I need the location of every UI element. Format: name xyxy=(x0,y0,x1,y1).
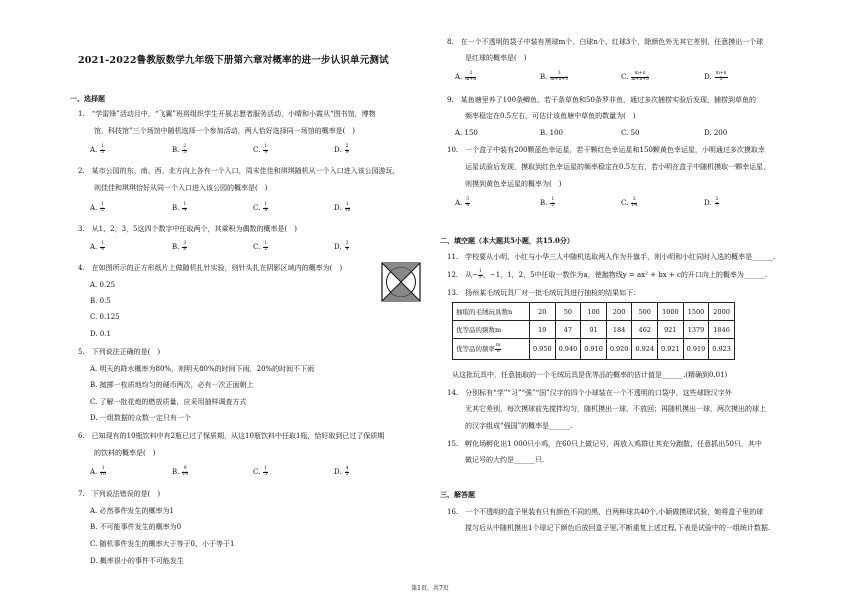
fraction xyxy=(263,242,268,252)
question-12-rest: ，−1，1，2，5中任取一数作为a，使抛物线y = ax² + bx + c的开口向上的概率为______. xyxy=(482,271,768,279)
option-label: B. xyxy=(172,243,180,251)
question-4-option-d: D. 0.1 xyxy=(90,330,111,338)
q10-option-c xyxy=(621,198,637,208)
table-cell: 0.924 xyxy=(632,339,658,360)
question-6-line1: 6. 已知现有的10瓶饮料中有2瓶已过了保质期，从这10瓶饮料中任取1瓶，恰好取到已过了保质期 xyxy=(78,432,385,440)
option-label: A. xyxy=(90,468,98,476)
fraction-numerator: 2 xyxy=(345,144,349,149)
fraction-numerator: 4 xyxy=(345,466,349,471)
q8-option-b xyxy=(540,72,568,82)
table-cell: 184 xyxy=(606,321,632,339)
option-label: A. xyxy=(455,199,463,207)
fraction xyxy=(345,242,350,252)
question-9-option-d: D. 200 xyxy=(704,129,728,137)
table-row xyxy=(453,321,735,339)
fraction-numerator: 1 xyxy=(101,144,105,149)
table-cell: 0.940 xyxy=(555,339,581,360)
fraction xyxy=(263,145,268,155)
question-14-line3: 的汉字组成“强国”的概率是______. xyxy=(465,422,573,430)
fraction-denominator: 3 xyxy=(183,149,187,155)
question-9-option-a: A. 150 xyxy=(455,129,478,137)
option-label: C. xyxy=(253,243,261,251)
question-7-option-c: C. 随机事件发生的概率大于等于0、小于等于1 xyxy=(90,540,235,548)
question-16-line2: 搅匀后从中随机摸出1个球记下颜色后放回盒子里,不断重复上述过程,下表是试验中的一组统计数据. xyxy=(465,524,771,532)
section-heading: 二、填空题（本大题共5小题，共15.0分） xyxy=(440,236,574,245)
question-3-line1: 3. 从1，2，3，5这四个数字中任取两个，其乘积为偶数的概率是( ) xyxy=(78,225,297,233)
table-cell: 0.950 xyxy=(530,339,556,360)
fraction xyxy=(100,203,105,213)
fraction-numerator: 3 xyxy=(632,197,636,202)
option-label: C. xyxy=(253,468,261,476)
fraction-denominator: 4 xyxy=(345,246,349,252)
question-9-line1: 9. 某鱼塘里养了100条鲫鱼、若干条草鱼和50条罗非鱼，通过多次捕捞实验后发现，捕捞到草鱼的 xyxy=(447,96,756,104)
question-4-line1: 4. 在如图所示的正方形纸片上做随机扎针实验，则针头扎在阴影区域内的概率为( ) xyxy=(78,264,343,272)
table-cell: 47 xyxy=(555,321,581,339)
question-8-line2: 是红球的概率是( ) xyxy=(465,54,527,62)
fraction-numerator: m xyxy=(496,343,501,348)
fraction-denominator: 5 xyxy=(345,471,349,477)
fraction-denominator: 9 xyxy=(264,149,268,155)
question-5-line1: 5. 下列说法正确的是( ) xyxy=(78,348,161,356)
fraction-numerator: 1 xyxy=(101,466,105,471)
fraction-numerator: 2 xyxy=(715,197,719,202)
option-label: B. xyxy=(540,73,548,81)
question-8-line1: 8. 在一个不透明的袋子中装有黑球m个、白球n个、红球3个，除颜色外无其它差别，任意摸出一个球 xyxy=(447,38,764,46)
option-label: C. xyxy=(253,204,261,212)
q6-option-a xyxy=(90,467,106,477)
section-heading: 三、解答题 xyxy=(440,490,475,499)
fraction-denominator: 8 xyxy=(264,207,268,213)
question-5-option-c: C. 了解一批花炮的燃放质量，应采用抽样调查方式 xyxy=(90,398,247,406)
q6-option-d xyxy=(334,467,349,477)
fraction-numerator: 3 xyxy=(345,241,349,246)
q1-option-c xyxy=(253,145,268,155)
option-label: C. xyxy=(621,199,629,207)
fraction xyxy=(100,242,105,252)
section-heading: 一、选择题 xyxy=(70,94,105,103)
fraction xyxy=(631,198,637,208)
q1-option-a xyxy=(90,145,105,155)
q1-option-b xyxy=(172,145,187,155)
option-label: A. xyxy=(90,204,98,212)
question-4-option-c: C. 0.125 xyxy=(90,313,120,321)
fraction-numerator: 1 xyxy=(264,241,268,246)
fraction-numerator: 1 xyxy=(183,202,187,207)
question-9-option-c: C. 50 xyxy=(621,129,640,137)
fraction xyxy=(182,242,187,252)
table-cell: 19 xyxy=(530,321,556,339)
fraction-numerator: m+n xyxy=(631,72,649,78)
fraction xyxy=(550,198,555,208)
question-7-option-d: D. 概率很小的事件不可能发生 xyxy=(90,557,184,565)
fraction-denominator: 2 xyxy=(479,274,482,280)
fraction-denominator: n xyxy=(496,348,500,354)
fraction-numerator: 1 xyxy=(264,144,268,149)
question-1-line2: 馆，科技馆”三个场馆中随机选择一个参加活动，两人恰好选择同一场馆的概率是( ) xyxy=(94,127,356,135)
fraction-denominator: 5 xyxy=(264,471,268,477)
table-cell: 1000 xyxy=(658,303,684,321)
q10-option-a xyxy=(455,198,470,208)
option-label: A. xyxy=(455,73,463,81)
table-cell: 462 xyxy=(632,321,658,339)
q2-option-c xyxy=(253,203,268,213)
table-cell: 50 xyxy=(555,303,581,321)
q6-option-b xyxy=(172,467,188,477)
fraction-denominator: 3 xyxy=(719,76,723,82)
row-header-text: 优等品的频率 xyxy=(456,345,495,353)
fraction-numerator: 1 xyxy=(101,202,105,207)
table-cell: 20 xyxy=(530,303,556,321)
fraction-numerator: 1 xyxy=(264,202,268,207)
sampling-table xyxy=(452,302,735,360)
fraction-denominator: 3 xyxy=(101,149,105,155)
table-cell: 100 xyxy=(581,303,607,321)
question-12-prefix: 12. 从− xyxy=(447,271,478,279)
fraction xyxy=(495,344,501,354)
question-15-line2: 做记号的大约是______只. xyxy=(465,456,545,464)
question-14-line2: 无其它差别，每次摸球前先搅拌均匀，随机摸出一球，不放回；再随机摸出一球，两次摸出的球上 xyxy=(465,405,766,413)
q8-option-c xyxy=(621,72,649,82)
fraction-denominator: m+n xyxy=(465,76,477,82)
fraction-denominator: 10 xyxy=(182,471,189,477)
option-label: A. xyxy=(90,243,98,251)
fraction-denominator: 14 xyxy=(631,202,638,208)
fraction xyxy=(100,145,105,155)
question-7-option-b: B. 不可能事件发生的概率为0 xyxy=(90,523,182,531)
fraction-numerator: 3 xyxy=(183,241,187,246)
fraction xyxy=(345,145,350,155)
fraction-denominator: 4 xyxy=(466,202,470,208)
option-label: B. xyxy=(172,146,180,154)
table-row xyxy=(453,303,735,321)
fraction-denominator: m+n+3 xyxy=(631,76,649,82)
q8-option-d xyxy=(704,72,728,82)
question-5-option-a: A. 明天的降水概率为80%，则明天80%的时间下雨，20%的时间不下雨 xyxy=(90,365,315,373)
fraction-denominator: 10 xyxy=(100,471,107,477)
fraction-denominator: m+n+3 xyxy=(550,76,568,82)
question-9-option-b: B. 100 xyxy=(540,129,563,137)
table-cell: 1500 xyxy=(683,303,709,321)
question-7-line1: 7. 下列说法错误的是( ) xyxy=(78,490,161,498)
fraction xyxy=(182,203,187,213)
question-13-line1: 13. 扬州某毛绒玩具厂对一批毛绒玩具进行抽检的结果如下： xyxy=(447,289,641,297)
fraction-numerator: 3 xyxy=(550,72,568,78)
question-12 xyxy=(447,270,767,280)
fraction-denominator: 2 xyxy=(101,207,105,213)
question-14-line1: 14. 分别标有“学”“习”“强”“国”汉字的四个小球装在一个不透明的口袋中，这些球除汉字外 xyxy=(447,389,732,397)
table-cell: 500 xyxy=(632,303,658,321)
q3-option-a xyxy=(90,242,105,252)
fraction-numerator: 1 xyxy=(479,269,482,274)
table-cell: 921 xyxy=(658,321,684,339)
q3-option-c xyxy=(253,242,268,252)
table-cell: 0.919 xyxy=(683,339,709,360)
question-6-line2: 的饮料的概率是( ) xyxy=(94,449,156,457)
q3-option-b xyxy=(172,242,187,252)
table-cell: 0.923 xyxy=(709,339,735,360)
fraction-numerator: 3 xyxy=(466,197,470,202)
fraction-denominator: 2 xyxy=(264,246,268,252)
question-7-option-a: A. 必然事件发生的概率为1 xyxy=(90,507,174,515)
option-label: B. xyxy=(540,199,548,207)
fraction-denominator: 7 xyxy=(715,202,719,208)
fraction-numerator: 1 xyxy=(264,466,268,471)
q2-option-d xyxy=(334,203,350,213)
question-5-option-b: B. 抛掷一枚质地均匀的硬币两次，必有一次正面朝上 xyxy=(90,381,254,389)
fraction-denominator: 2 xyxy=(551,202,555,208)
option-label: D. xyxy=(334,468,342,476)
question-10-line3: 则摸到黄色幸运星的概率为( ) xyxy=(465,180,562,188)
q10-option-b xyxy=(540,198,555,208)
fraction xyxy=(715,198,720,208)
q8-option-a xyxy=(455,72,476,82)
question-1-line1: 1. “学雷锋”活动月中，“飞翼”班将组织学生开展志愿者服务活动，小晴和小霞从“图书馆，博物 xyxy=(78,110,376,118)
table-cell: 2000 xyxy=(709,303,735,321)
question-10-line2: 运星试验后发现，摸取到红色幸运星的频率稳定在0.5左右，若小明在盒子中随机摸取一颗幸运星， xyxy=(465,163,771,171)
q6-option-c xyxy=(253,467,268,477)
fraction-numerator: 1 xyxy=(101,241,105,246)
fraction-numerator: 1 xyxy=(346,202,349,207)
question-9-line2: 频率稳定在0.5左右，可估计该鱼塘中草鱼的数量为( ) xyxy=(465,112,636,120)
option-label: D. xyxy=(334,204,342,212)
q2-option-b xyxy=(172,203,187,213)
option-label: A. xyxy=(90,146,98,154)
q3-option-d xyxy=(334,242,349,252)
exam-title: 2021-2022鲁教版数学九年级下册第六章对概率的进一步认识单元测试 xyxy=(78,55,389,66)
fraction xyxy=(182,467,188,477)
fraction-denominator: 4 xyxy=(183,207,187,213)
table-row xyxy=(453,339,735,360)
fraction xyxy=(465,198,470,208)
question-13-after: 从这批玩具中，任意抽取的一个毛绒玩具是优等品的概率的估计值是______.(精确到0.01) xyxy=(452,371,728,379)
question-10-line1: 10. 一个盒子中装有200颗蓝色幸运星，若干颗红色幸运星和150颗黄色幸运星，小明通过多次摸取幸 xyxy=(447,146,765,154)
table-cell: 0.921 xyxy=(658,339,684,360)
fraction xyxy=(550,72,568,82)
table-cell: 1379 xyxy=(683,321,709,339)
option-label: B. xyxy=(172,204,180,212)
q10-option-d xyxy=(704,198,719,208)
option-label: D. xyxy=(704,199,712,207)
fraction xyxy=(715,72,728,82)
table-cell: 91 xyxy=(581,321,607,339)
q1-option-d xyxy=(334,145,349,155)
question-5-option-d: D. 一组数据的众数一定只有一个 xyxy=(90,414,191,422)
q2-option-a xyxy=(90,203,105,213)
fraction xyxy=(263,467,268,477)
fraction-numerator: 9 xyxy=(183,466,187,471)
table-cell: 1846 xyxy=(709,321,735,339)
table-row-header xyxy=(453,339,530,360)
table-row-header: 抽取的毛绒玩具数n xyxy=(453,303,530,321)
option-label: D. xyxy=(334,243,342,251)
fraction-numerator: 3 xyxy=(465,72,476,78)
fraction-numerator: m+n xyxy=(715,71,727,76)
option-label: D. xyxy=(704,73,712,81)
table-row-header: 优等品的频数m xyxy=(453,321,530,339)
fraction xyxy=(631,72,649,82)
table-cell: 200 xyxy=(606,303,632,321)
fraction xyxy=(345,467,350,477)
fraction-denominator: 16 xyxy=(344,207,351,213)
table-cell: 0.910 xyxy=(581,339,607,360)
fraction xyxy=(263,203,268,213)
fraction xyxy=(182,145,187,155)
question-15-line1: 15. 孵化场孵化出1 000只小鸡，在60只上做记号，再放入鸡群让其充分跑散，任意抓出50只，其中 xyxy=(447,440,762,448)
fraction-denominator: 4 xyxy=(101,246,105,252)
table-cell: 0.920 xyxy=(606,339,632,360)
question-2-line2: 则佳佳和琪琪恰好从同一个入口进入该公园的概率是( ) xyxy=(94,184,268,192)
question-4-option-b: B. 0.5 xyxy=(90,297,111,305)
question-16-line1: 16. 一个不透明的盒子里装有只有颜色不同的黑、白两种球共40个,小颖做摸球试验，她将盒子里的球 xyxy=(447,508,764,516)
option-label: B. xyxy=(172,468,180,476)
question-2-line1: 2. 某市公园的东、南、西、北方向上各有一个入口，周末佳佳和琪琪随机从一个入口进入该公园游玩， xyxy=(78,167,400,175)
fraction xyxy=(345,203,351,213)
fraction-numerator: 1 xyxy=(551,197,555,202)
fraction xyxy=(465,72,476,82)
option-label: C. xyxy=(253,146,261,154)
fraction-denominator: 8 xyxy=(183,246,187,252)
question-11: 11. 学校要从小明、小红与小华三人中随机选取两人作为升旗手，则小明和小红同时入选的概率是______. xyxy=(447,253,776,261)
fraction-denominator: 9 xyxy=(345,149,349,155)
square-target-figure xyxy=(381,262,421,302)
option-label: C. xyxy=(621,73,629,81)
fraction-numerator: 2 xyxy=(183,144,187,149)
page-footer: 第1页，共7页 xyxy=(411,585,449,592)
fraction xyxy=(100,467,106,477)
question-4-option-a: A. 0.25 xyxy=(90,281,116,289)
option-label: D. xyxy=(334,146,342,154)
